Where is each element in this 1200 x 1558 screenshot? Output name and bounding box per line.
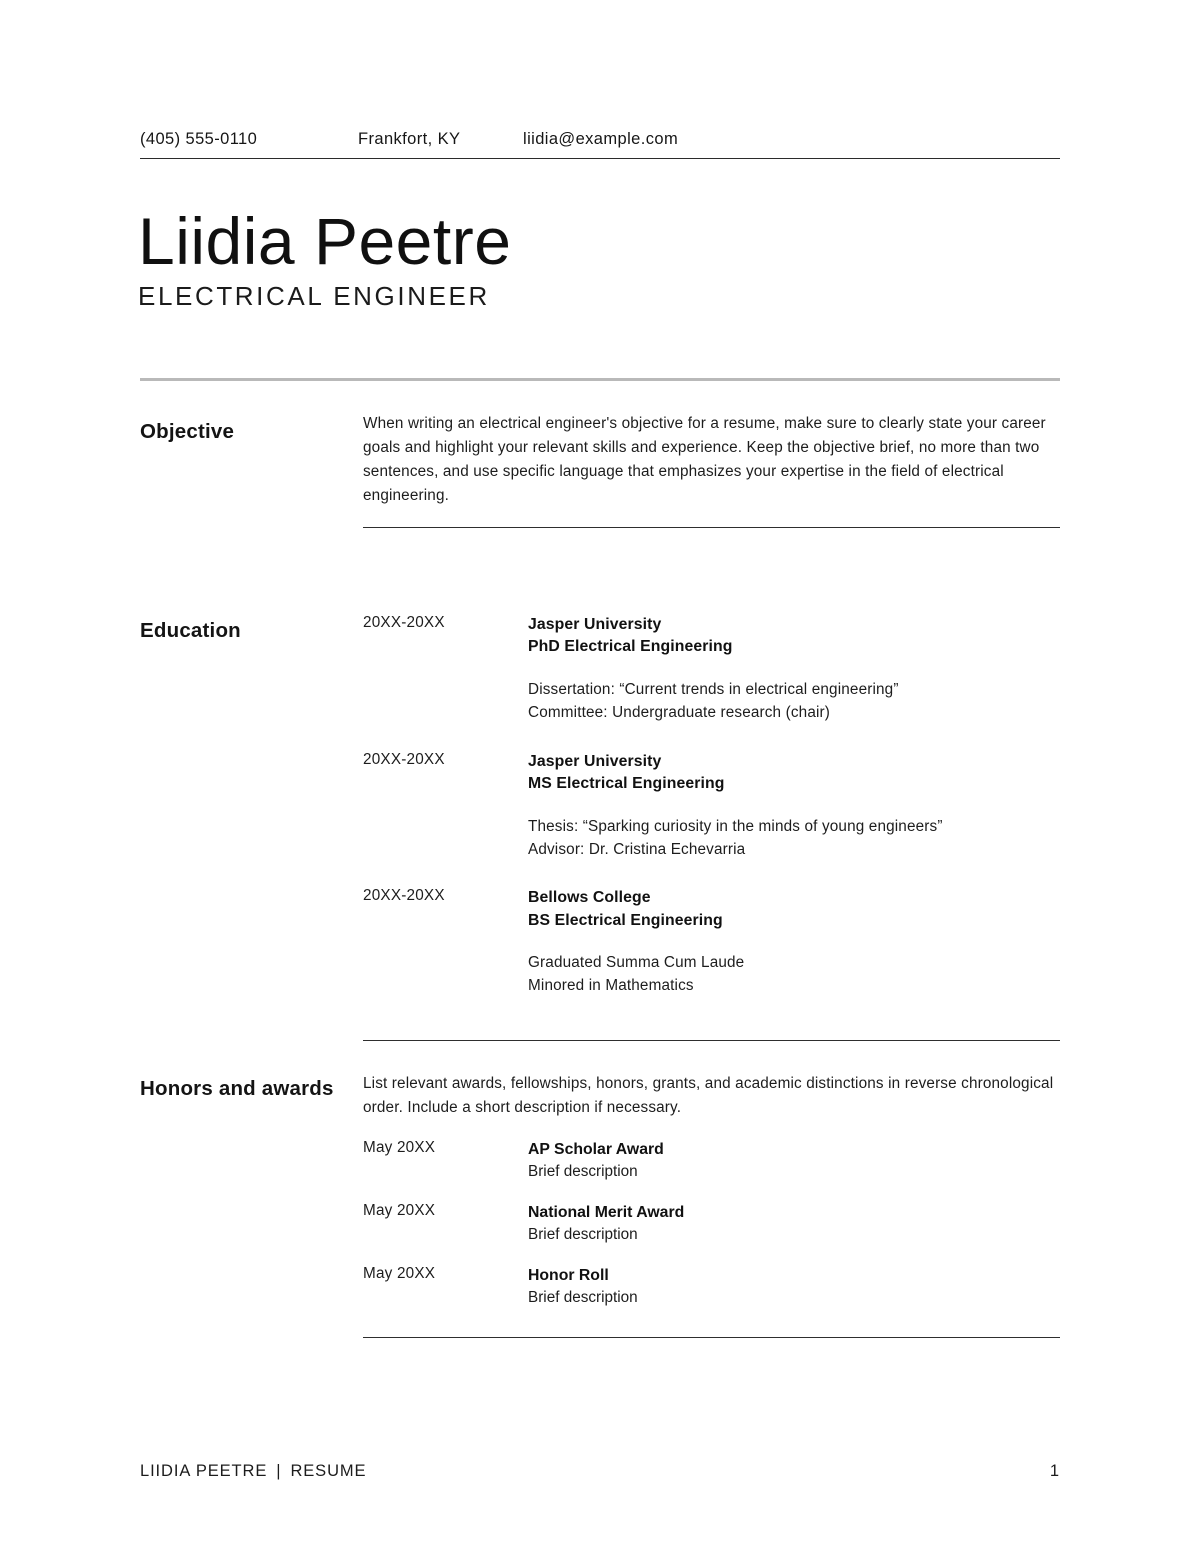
contact-phone: (405) 555-0110 [140,130,258,148]
footer-separator: | [276,1462,282,1480]
name-block [138,205,1058,312]
education-entry [363,887,1060,998]
award-title: Honor Roll [528,1267,609,1285]
section-label-objective: Objective [140,420,235,443]
award-description: Brief description [528,1289,638,1307]
education-divider [363,1040,1060,1041]
page-title: Liidia Peetre [138,204,512,278]
section-body-honors [363,1072,1060,1310]
award-item [363,1202,1060,1246]
education-entry-degree: BS Electrical Engineering [528,911,723,929]
award-description: Brief description [528,1162,638,1180]
education-entry-dates: 20XX-20XX [363,614,445,631]
education-entry-detail: Thesis: “Sparking curiosity in the minds of young engineers” [528,817,943,835]
education-entry-detail: Advisor: Dr. Cristina Echevarria [528,840,746,858]
contact-location: Frankfort, KY [358,130,461,148]
education-entry-degree: MS Electrical Engineering [528,775,725,793]
award-title: National Merit Award [528,1204,685,1221]
education-entry-detail: Committee: Undergraduate research (chair) [528,703,831,721]
honors-intro: List relevant awards, fellowships, honors, grants, and academic distinctions in reverse chronological order. Include a short description if necessary. [363,1075,1054,1116]
section-body-objective [363,412,1060,507]
contact-email: liidia@example.com [523,130,679,148]
job-title: ELECTRICAL ENGINEER [138,280,490,311]
education-entry-degree: PhD Electrical Engineering [528,638,733,656]
education-entry-dates: 20XX-20XX [363,887,445,905]
education-entry-dates: 20XX-20XX [363,750,445,768]
footer-page-number: 1 [1049,1462,1060,1480]
page-footer [140,1462,1060,1481]
award-item [363,1139,1060,1183]
education-entry-detail: Dissertation: “Current trends in electrical engineering” [528,680,899,698]
education-entry-detail: Minored in Mathematics [528,977,694,995]
award-date: May 20XX [363,1202,436,1219]
award-date: May 20XX [363,1138,436,1156]
education-entry-org: Jasper University [528,616,662,633]
education-entry-org: Bellows College [528,889,651,907]
contact-bar [140,130,1060,159]
section-body-education [363,614,1060,998]
section-label-education: Education [140,619,241,642]
award-description: Brief description [528,1226,638,1244]
education-entry [363,614,1060,725]
objective-text: When writing an electrical engineer's objective for a resume, make sure to clearly state your career goals and highlight your relevant skills and experience. Keep the objective brief, no more than two sentences, and use specific language that emphasizes your expertise in the field of electrical engineering. [363,415,1046,504]
education-entry-org: Jasper University [528,752,662,770]
award-date: May 20XX [363,1265,436,1283]
footer-document-type: RESUME [290,1462,367,1480]
education-entry [363,751,1060,862]
objective-divider [363,527,1060,528]
award-title: AP Scholar Award [528,1140,664,1158]
honors-divider [363,1337,1060,1338]
header-divider [140,378,1060,381]
section-label-honors: Honors and awards [140,1077,334,1100]
education-entry-detail: Graduated Summa Cum Laude [528,954,745,972]
footer-name: LIIDIA PEETRE [140,1462,268,1480]
award-item [363,1265,1060,1309]
